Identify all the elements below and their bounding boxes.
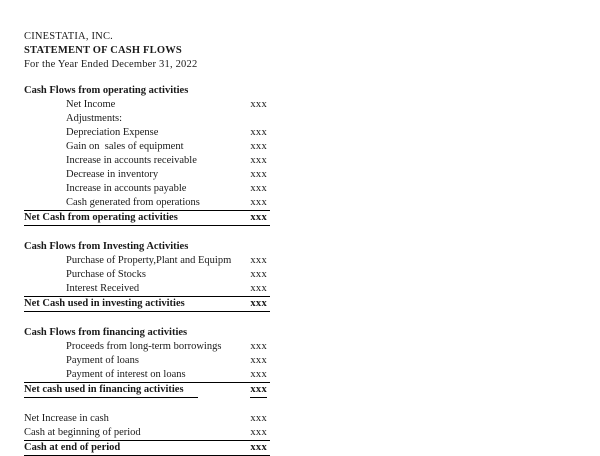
statement-header [24, 30, 600, 72]
section-spacer [24, 226, 270, 241]
section-total-financing [24, 383, 270, 399]
table-row [24, 282, 270, 297]
table-row [24, 368, 270, 383]
section-total-amount [220, 383, 270, 399]
summary-row-ending-cash [24, 441, 270, 456]
summary-amount: xxx [220, 441, 270, 456]
line-item-label: Purchase of Property,Plant and Equipm [66, 255, 232, 266]
line-item-amount: xxx [250, 355, 267, 366]
line-item-label: Increase in accounts payable [66, 183, 187, 194]
line-item-amount: xxx [220, 282, 270, 297]
table-row [24, 112, 270, 126]
line-item-amount: xxx [250, 183, 267, 194]
section-heading-label: Cash Flows from Investing Activities [24, 241, 189, 252]
summary-label: Net Increase in cash [24, 413, 109, 424]
section-total-investing [24, 297, 270, 312]
section-heading-amount [220, 84, 270, 98]
table-row [24, 168, 270, 182]
table-row [24, 196, 270, 211]
line-item-amount: xxx [250, 269, 267, 280]
section-total-operating [24, 211, 270, 226]
section-total-amount: xxx [220, 211, 270, 226]
line-item-amount: xxx [250, 99, 267, 110]
line-item-label: Cash generated from operations [24, 196, 220, 211]
table-row [24, 340, 270, 354]
section-spacer [24, 312, 270, 327]
line-item-amount: xxx [250, 155, 267, 166]
section-heading-operating [24, 84, 270, 98]
section-total-amount-text: xxx [250, 383, 267, 398]
section-heading-amount [220, 326, 270, 340]
section-total-label [24, 383, 220, 399]
summary-amount: xxx [250, 413, 267, 424]
statement-period: For the Year Ended December 31, 2022 [24, 59, 198, 70]
line-item-label: Payment of loans [66, 355, 139, 366]
line-item-label: Payment of interest on loans [24, 368, 220, 383]
summary-label: Cash at beginning of period [24, 426, 220, 441]
line-item-label: Decrease in inventory [66, 169, 159, 180]
section-heading-financing [24, 326, 270, 340]
line-item-label: Net Income [66, 99, 116, 110]
table-row [24, 140, 270, 154]
section-heading-amount [220, 240, 270, 254]
line-item-label: Adjustments: [66, 113, 123, 124]
line-item-amount: xxx [250, 169, 267, 180]
statement-title: STATEMENT OF CASH FLOWS [24, 45, 182, 56]
table-row [24, 154, 270, 168]
table-row [24, 98, 270, 112]
section-heading-label: Cash Flows from operating activities [24, 85, 189, 96]
line-item-amount: xxx [250, 141, 267, 152]
summary-row-beginning-cash [24, 426, 270, 441]
line-item-label: Increase in accounts receivable [66, 155, 197, 166]
line-item-amount: xxx [220, 196, 270, 211]
line-item-label: Gain on sales of equipment [66, 141, 184, 152]
table-row [24, 354, 270, 368]
line-item-amount: xxx [250, 127, 267, 138]
section-total-label: Net Cash from operating activities [24, 211, 220, 226]
section-total-label-text: Net cash used in financing activities [24, 383, 198, 398]
table-row [24, 254, 270, 268]
line-item-label: Interest Received [24, 282, 220, 297]
summary-spacer [24, 398, 270, 412]
summary-label: Cash at end of period [24, 441, 220, 456]
table-row [24, 182, 270, 196]
section-heading-investing [24, 240, 270, 254]
line-item-label: Proceeds from long-term borrowings [66, 341, 222, 352]
table-row [24, 268, 270, 282]
section-heading-label: Cash Flows from financing activities [24, 327, 188, 338]
company-name: CINESTATIA, INC. [24, 31, 113, 42]
section-total-amount: xxx [220, 297, 270, 312]
line-item-amount [220, 112, 270, 126]
table-row [24, 126, 270, 140]
line-item-label: Depreciation Expense [66, 127, 159, 138]
summary-row-net-increase [24, 412, 270, 426]
line-item-amount: xxx [250, 341, 267, 352]
summary-amount: xxx [220, 426, 270, 441]
line-item-label: Purchase of Stocks [66, 269, 146, 280]
line-item-amount: xxx [220, 368, 270, 383]
line-item-amount: xxx [250, 255, 267, 266]
section-total-label: Net Cash used in investing activities [24, 297, 220, 312]
cash-flow-table [24, 84, 270, 456]
